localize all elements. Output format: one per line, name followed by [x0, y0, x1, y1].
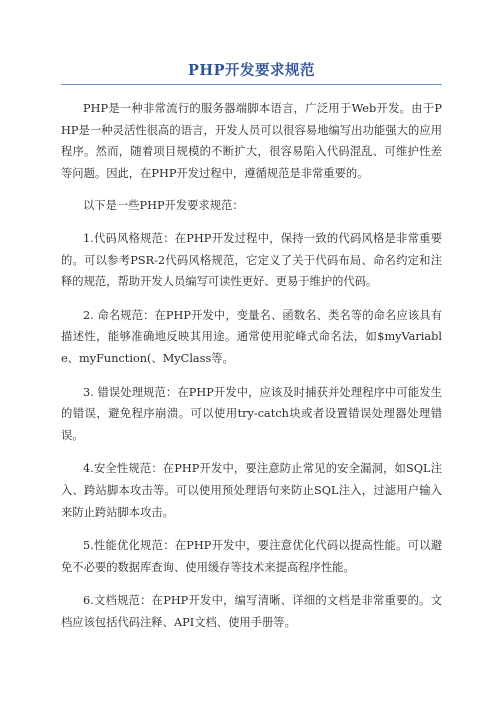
rule-documentation: 6.文档规范：在PHP开发中，编写清晰、详细的文档是非常重要的。文档应该包括代码注释、API文档、使用手册等。 [61, 594, 442, 629]
rule-security: 4.安全性规范：在PHP开发中，要注意防止常见的安全漏洞，如SQL注入、跨站脚本攻击等。可以使用预处理语句来防止SQL注入，过滤用户输入来防止跨站脚本攻击。 [61, 462, 442, 519]
rule-naming: 2. 命名规范：在PHP开发中，变量名、函数名、类名等的命名应该具有描述性，能够准确地反映其用途。通常使用驼峰式命名法，如$myVariable、myFunction(、MyClass等。 [61, 308, 442, 365]
rule-error-handling: 3. 错误处理规范：在PHP开发中，应该及时捕获并处理程序中可能发生的错误，避免程序崩溃。可以使用try-catch块或者设置错误处理器处理错误。 [61, 385, 442, 442]
rule-code-style: 1.代码风格规范：在PHP开发过程中，保持一致的代码风格是非常重要的。可以参考PSR-2代码风格规范，它定义了关于代码布局、命名约定和注释的规范，帮助开发人员编写可读性更好、更易于维护的代码。 [61, 231, 442, 289]
list-lead-paragraph: 以下是一些PHP开发要求规范： [83, 199, 244, 213]
document-title: PHP开发要求规范 [61, 59, 442, 85]
rule-performance: 5.性能优化规范：在PHP开发中，要注意优化代码以提高性能。可以避免不必要的数据库查询、使用缓存等技术来提高程序性能。 [61, 539, 442, 574]
intro-paragraph: PHP是一种非常流行的服务器端脚本语言，广泛用于Web开发。由于PHP是一种灵活性很高的语言，开发人员可以很容易地编写出功能强大的应用程序。然而，随着项目规模的不断扩大，很容易陷入代码混乱、可维护性差等问题。因此，在PHP开发过程中，遵循规范是非常重要的。 [61, 102, 442, 180]
